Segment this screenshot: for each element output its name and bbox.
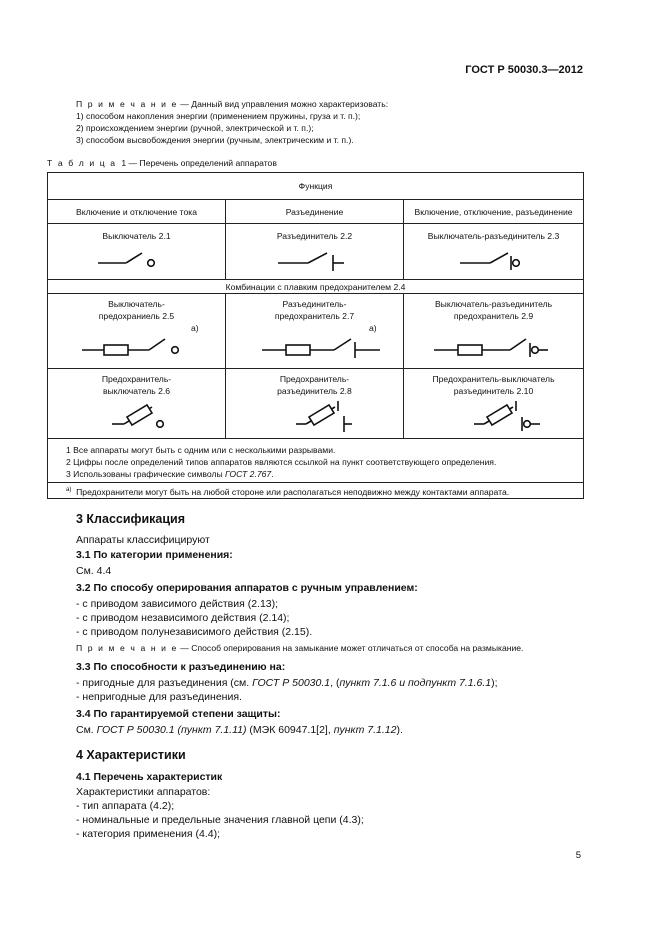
col-header: Включение и отключение тока	[48, 200, 226, 224]
table-cell	[48, 294, 226, 369]
subsection-title: 4.1 Перечень характеристик	[76, 771, 223, 783]
devices-table	[47, 172, 584, 499]
disconnector-fuse-symbol	[226, 334, 404, 364]
note-item: 2) происхождением энергии (ручной, электрической и т. п.);	[76, 123, 314, 133]
table-cell	[404, 369, 584, 439]
combo-header: Комбинации с плавким предохранителем 2.4	[48, 280, 584, 294]
page-number: 5	[575, 850, 581, 861]
table-cell	[226, 369, 404, 439]
list-item: - номинальные и предельные значения главной цепи (4.3);	[76, 814, 364, 826]
device-label: разъединитель 2.8	[277, 386, 352, 396]
body-text: Характеристики аппаратов:	[76, 786, 211, 798]
switch-symbol	[48, 246, 226, 276]
list-item: - с приводом зависимого действия (2.13);	[76, 598, 279, 610]
list-item: - пригодные для разъединения (см. ГОСТ Р 50030.1, (пункт 7.1.6 и подпункт 7.1.6.1);	[76, 677, 498, 689]
table-cell	[226, 294, 404, 369]
table-cell	[226, 224, 404, 280]
fuse-switch-disconnector-symbol	[404, 399, 584, 435]
list-item: - категория применения (4.4);	[76, 828, 220, 840]
subsection-title: 3.3 По способности к разъединению на:	[76, 661, 286, 673]
device-label: Предохранитель-	[279, 374, 350, 384]
disconnector-symbol	[226, 246, 404, 276]
star-footnote: $^{а)}$ Предохранители могут быть на любой стороне или располагаться неподвижно между контактами аппарата.	[48, 483, 584, 499]
footnote: 2 Цифры после определений типов аппаратов являются ссылкой на пункт соответствующего определения.	[66, 457, 497, 468]
list-item: - с приводом независимого действия (2.14);	[76, 612, 290, 624]
device-label: выключатель 2.6	[102, 386, 171, 396]
document-header: ГОСТ Р 50030.3—2012	[465, 64, 583, 76]
note-item: 1) способом накопления энергии (применением пружины, груза и т. п.);	[76, 111, 361, 121]
device-label: предохраниель 2.5	[98, 311, 175, 321]
body-text: Аппараты классифицируют	[76, 534, 210, 546]
subsection-title: 3.2 По способу оперирования аппаратов с ручным управлением:	[76, 582, 418, 594]
device-label: Разъединитель-	[282, 299, 347, 309]
footnote-mark: а)	[191, 323, 199, 333]
subsection-title: 3.4 По гарантируемой степени защиты:	[76, 708, 281, 720]
device-label: разъединитель 2.10	[453, 386, 534, 396]
switch-disconnector-symbol	[404, 246, 584, 276]
device-label: Предохранитель-выключатель	[432, 374, 555, 384]
list-item: - тип аппарата (4.2);	[76, 800, 175, 812]
footnote-mark: а)	[369, 323, 377, 333]
device-label: Разъединитель 2.2	[276, 231, 353, 241]
switch-disconnector-fuse-symbol	[404, 334, 584, 364]
device-label: Выключатель-	[108, 299, 165, 309]
subsection-title: 3.1 По категории применения:	[76, 549, 233, 561]
fuse-switch-symbol	[48, 399, 226, 435]
col-header: Включение, отключение, разъединение	[404, 200, 584, 224]
device-label: Предохранитель-	[101, 374, 172, 384]
body-text: См. ГОСТ Р 50030.1 (пункт 7.1.11) (МЭК 60947.1[2], пункт 7.1.12).	[76, 724, 403, 736]
table-cell	[48, 224, 226, 280]
footnote: 3 Использованы графические символы ГОСТ 2.767.	[66, 469, 274, 480]
device-label: Выключатель-разъединитель 2.3	[427, 231, 560, 241]
table-footnotes	[48, 439, 584, 483]
list-item: - с приводом полунезависимого действия (2.15).	[76, 626, 313, 638]
list-item: - непригодные для разъединения.	[76, 691, 242, 703]
table-cell	[404, 294, 584, 369]
device-label: Выключатель-разъединитель	[434, 299, 553, 309]
function-header: Функция	[48, 173, 584, 200]
body-text: См. 4.4	[76, 565, 112, 577]
table-cell	[404, 224, 584, 280]
col-header: Разъединение	[226, 200, 404, 224]
table-caption: Т а б л и ц а 1 — Перечень определений аппаратов	[47, 158, 277, 168]
fuse-disconnector-symbol	[226, 399, 404, 435]
section-3-title: 3 Классификация	[76, 512, 186, 526]
footnote: 1 Все аппараты могут быть с одним или с несколькими разрывами.	[66, 445, 336, 455]
note-intro: П р и м е ч а н и е — Данный вид управления можно характеризовать:	[76, 99, 389, 109]
device-label: предохранитель 2.9	[453, 311, 534, 321]
switch-fuse-symbol	[48, 334, 226, 364]
device-label: Выключатель 2.1	[102, 231, 171, 241]
table-cell	[48, 369, 226, 439]
note: П р и м е ч а н и е — Способ оперирования на замыкание может отличаться от способа на размыкание.	[76, 643, 524, 653]
device-label: предохранитель 2.7	[274, 311, 355, 321]
note-item: 3) способом высвобождения энергии (ручным, электрическим и т. п.).	[76, 135, 354, 145]
section-4-title: 4 Характеристики	[76, 748, 186, 762]
